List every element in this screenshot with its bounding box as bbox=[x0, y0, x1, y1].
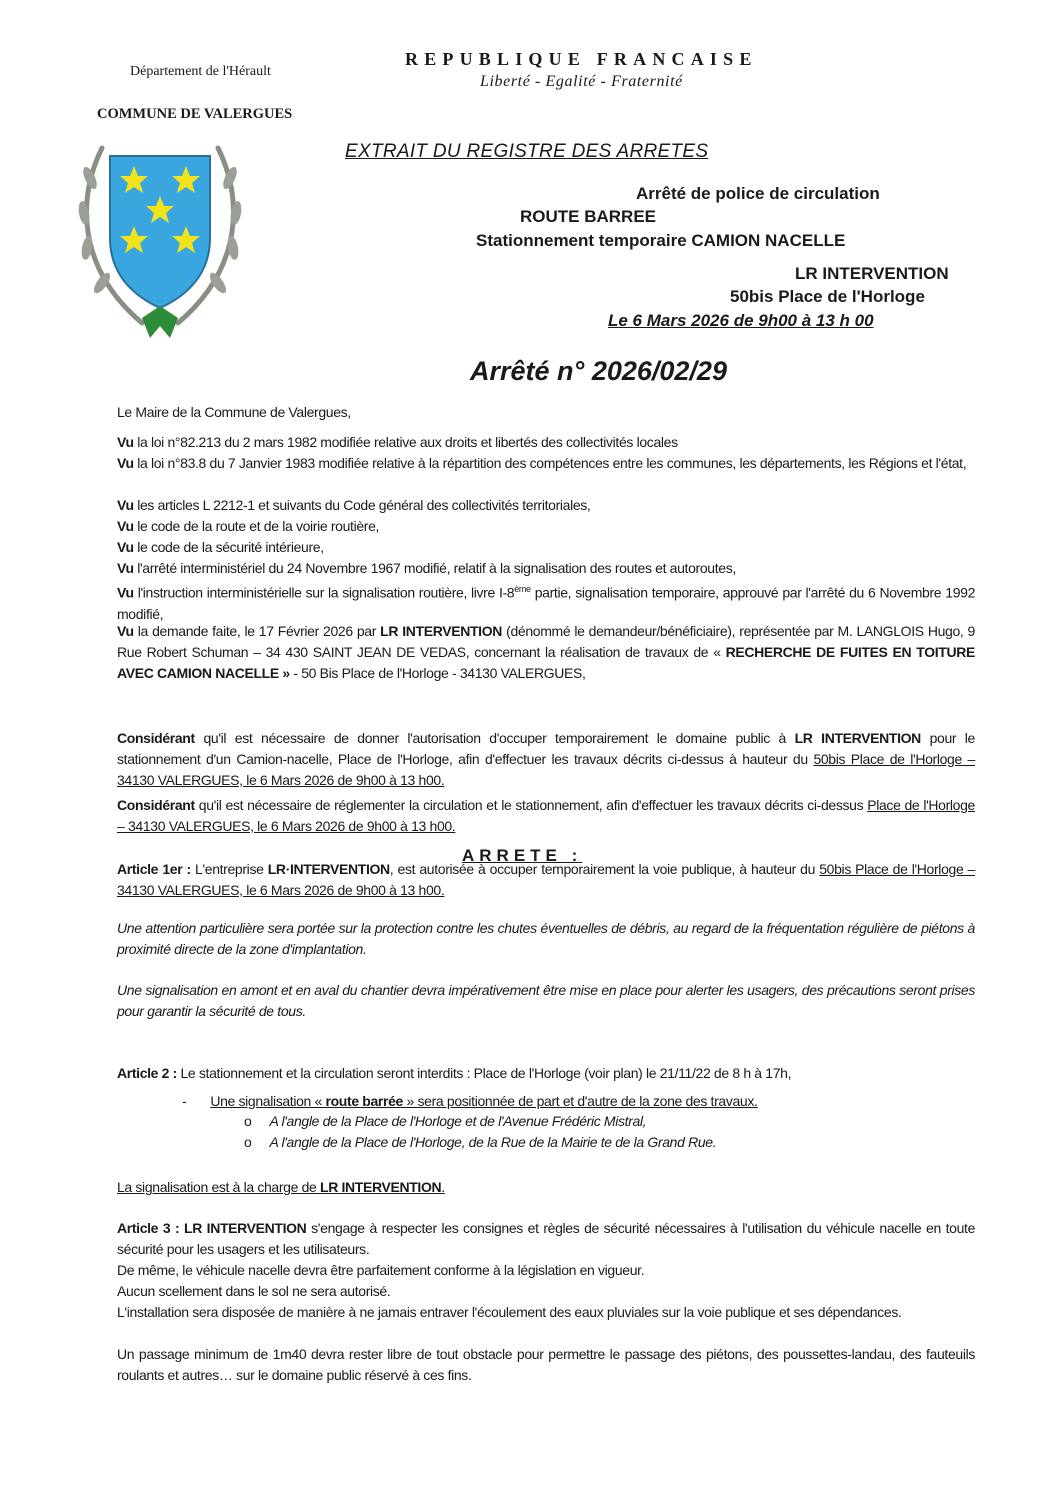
arrete-number: Arrêté n° 2026/02/29 bbox=[470, 356, 727, 386]
article-label: Article 1er : bbox=[117, 861, 191, 877]
considerant-text: pour le stationnement d'un Camion-nacelle, Place de l'Horloge, afin d'effectuer les travaux décrits ci-dessus à hauteur du bbox=[117, 730, 975, 767]
title-line-date: Le 6 Mars 2026 de 9h00 à 13 h 00 bbox=[608, 311, 874, 330]
sub-bullet-text: A l'angle de la Place de l'Horloge, de la Rue de la Mairie te de la Grand Rue. bbox=[269, 1134, 717, 1150]
article-2 bbox=[117, 1063, 975, 1084]
vu-paragraph bbox=[117, 516, 975, 537]
article-3-line: De même, le véhicule nacelle devra être parfaitement conforme à la législation en vigueur. bbox=[117, 1262, 645, 1278]
vu-label: Vu bbox=[117, 623, 134, 639]
bullet-text-part: » sera positionnée de part et d'autre de la zone des travaux. bbox=[403, 1093, 758, 1109]
vu-label: Vu bbox=[117, 497, 134, 513]
commune-crest-logo bbox=[72, 138, 248, 348]
charge-text: . bbox=[441, 1179, 445, 1195]
sub-bullet-text: A l'angle de la Place de l'Horloge et de l'Avenue Frédéric Mistral, bbox=[269, 1113, 647, 1129]
vu-paragraph bbox=[117, 579, 975, 625]
article-3-line: Un passage minimum de 1m40 devra rester libre de tout obstacle pour permettre le passage des piétons, des poussettes-landau, des fauteuils roulants et autres… sur le domaine public réservé à ces fins. bbox=[117, 1346, 975, 1383]
considerant-label: Considérant bbox=[117, 730, 195, 746]
commune-label: COMMUNE DE VALERGUES bbox=[97, 106, 293, 122]
vu-label: Vu bbox=[117, 455, 134, 471]
considerant-paragraph bbox=[117, 728, 975, 791]
signalisation-charge bbox=[117, 1177, 975, 1198]
title-line-address: 50bis Place de l'Horloge bbox=[730, 287, 925, 306]
article-3-line: Aucun scellement dans le sol ne sera autorisé. bbox=[117, 1283, 391, 1299]
vu-paragraph bbox=[117, 558, 975, 579]
circle-bullet: o bbox=[244, 1113, 252, 1129]
vu-superscript: ème bbox=[514, 584, 531, 594]
vu-text: l'instruction interministérielle sur la signalisation routière, livre I-8 bbox=[133, 584, 515, 601]
motto: Liberté - Egalité - Fraternité bbox=[480, 73, 683, 90]
location-date: 50bis Place de l'Horloge – 34130 VALERGUES, le 6 Mars 2026 de 9h00 à 13 h00. bbox=[117, 751, 975, 788]
article-3 bbox=[117, 1218, 975, 1260]
sub-bullet-item bbox=[244, 1134, 716, 1150]
vu-text: la loi n°82.213 du 2 mars 1982 modifiée relative aux droits et libertés des collectivités locales bbox=[133, 434, 678, 450]
charge-text: La signalisation est à la charge de bbox=[117, 1179, 320, 1195]
article-label: Article 3 : bbox=[117, 1220, 180, 1236]
vu-text: la loi n°83.8 du 7 Janvier 1983 modifiée relative à la répartition des compétences entre les communes, les départements, les Régions et l'état, bbox=[133, 455, 967, 471]
vu-text: la demande faite, le 17 Février 2026 par bbox=[133, 623, 381, 639]
article-text: , est autorisée à occuper temporairement la voie publique, à hauteur du bbox=[389, 861, 820, 877]
company-name: LR·INTERVENTION bbox=[267, 861, 390, 877]
maire-intro: Le Maire de la Commune de Valergues, bbox=[117, 404, 351, 420]
vu-label: Vu bbox=[117, 518, 134, 534]
article-1-note: Une signalisation en amont et en aval du chantier devra impérativement être mise en place pour alerter les usagers, des précautions seront prises pour garantir la sécurité de tous. bbox=[117, 982, 975, 1019]
arrete-heading: ARRETE : bbox=[462, 846, 583, 865]
vu-paragraph bbox=[117, 537, 975, 558]
company-name: LR INTERVENTION bbox=[320, 1179, 442, 1195]
vu-label: Vu bbox=[117, 434, 134, 450]
dash-bullet: - bbox=[182, 1093, 187, 1109]
article-1 bbox=[117, 859, 975, 901]
vu-paragraph bbox=[117, 621, 975, 684]
title-line-police: Arrêté de police de circulation bbox=[636, 184, 880, 203]
vu-text: les articles L 2212-1 et suivants du Code général des collectivités territoriales, bbox=[133, 497, 591, 513]
vu-text: - 50 Bis Place de l'Horloge - 34130 VALERGUES, bbox=[289, 665, 586, 681]
vu-text: le code de la sécurité intérieure, bbox=[133, 539, 324, 555]
title-line-company: LR INTERVENTION bbox=[795, 264, 949, 283]
route-barree-label: route barrée bbox=[325, 1093, 403, 1109]
bullet-text bbox=[210, 1093, 757, 1109]
circle-bullet: o bbox=[244, 1134, 252, 1150]
company-name: LR INTERVENTION bbox=[184, 1220, 307, 1236]
sub-bullet-item bbox=[244, 1113, 646, 1129]
location-date: 50bis Place de l'Horloge – 34130 VALERGUES, le 6 Mars 2026 de 9h00 à 13 h00. bbox=[117, 861, 976, 898]
company-name: LR INTERVENTION bbox=[794, 730, 921, 746]
article-1-note: Une attention particulière sera portée sur la protection contre les chutes éventuelles de débris, au regard de la fréquentation régulière de piétons à proximité directe de la zone d'implantation. bbox=[117, 920, 975, 957]
title-line-stationnement: Stationnement temporaire CAMION NACELLE bbox=[476, 231, 846, 250]
article-text: s'engage à respecter les consignes et règles de sécurité nécessaires à l'utilisation du véhicule nacelle en toute sécurité pour les usagers et les utilisateurs. bbox=[117, 1220, 976, 1257]
vu-label: Vu bbox=[117, 539, 134, 555]
article-3-line: L'installation sera disposée de manière à ne jamais entraver l'écoulement des eaux pluviales sur la voie publique et ses dépendances. bbox=[117, 1304, 902, 1320]
location-date: Place de l'Horloge – 34130 VALERGUES, le 6 Mars 2026 de 9h00 à 13 h00. bbox=[117, 797, 975, 834]
title-line-route-barree: ROUTE BARREE bbox=[520, 207, 657, 226]
vu-label: Vu bbox=[117, 560, 134, 576]
company-name: LR INTERVENTION bbox=[380, 623, 503, 639]
republic-heading: REPUBLIQUE FRANCAISE bbox=[405, 49, 758, 69]
vu-text: partie, signalisation temporaire, approuvé par l'arrêté du 6 Novembre 1992 modifié, bbox=[117, 584, 975, 622]
vu-paragraph bbox=[117, 453, 975, 474]
article-text: L'entreprise bbox=[190, 861, 268, 877]
vu-label: Vu bbox=[117, 584, 134, 601]
considerant-paragraph bbox=[117, 795, 975, 837]
article-label: Article 2 : bbox=[117, 1065, 177, 1081]
vu-paragraph bbox=[117, 495, 975, 516]
considerant-text: qu'il est nécessaire de réglementer la circulation et le stationnement, afin d'effectuer les travaux décrits ci-dessus bbox=[194, 797, 868, 813]
department-label: Département de l'Hérault bbox=[130, 64, 271, 79]
article-text: Le stationnement et la circulation seront interdits : Place de l'Horloge (voir plan) le 21/11/22 de 8 h à 17h, bbox=[176, 1065, 792, 1081]
vu-text: le code de la route et de la voirie routière, bbox=[133, 518, 380, 534]
works-title: RECHERCHE DE FUITES EN TOITURE AVEC CAMION NACELLE » bbox=[117, 644, 975, 681]
register-heading: EXTRAIT DU REGISTRE DES ARRETES bbox=[345, 141, 709, 162]
bullet-item bbox=[182, 1093, 758, 1109]
vu-text: (dénommé le demandeur/bénéficiaire), représentée par M. LANGLOIS Hugo, 9 Rue Robert Schuman – 34 430 SAINT JEAN DE VEDAS, concernant la réalisation de travaux de « bbox=[117, 623, 975, 660]
considerant-text: qu'il est nécessaire de donner l'autorisation d'occuper temporairement le domaine public à bbox=[194, 730, 795, 746]
considerant-label: Considérant bbox=[117, 797, 195, 813]
vu-text: l'arrêté interministériel du 24 Novembre 1967 modifié, relatif à la signalisation des routes et autoroutes, bbox=[133, 560, 736, 576]
vu-paragraph bbox=[117, 432, 975, 453]
bullet-text-part: Une signalisation « bbox=[210, 1093, 326, 1109]
